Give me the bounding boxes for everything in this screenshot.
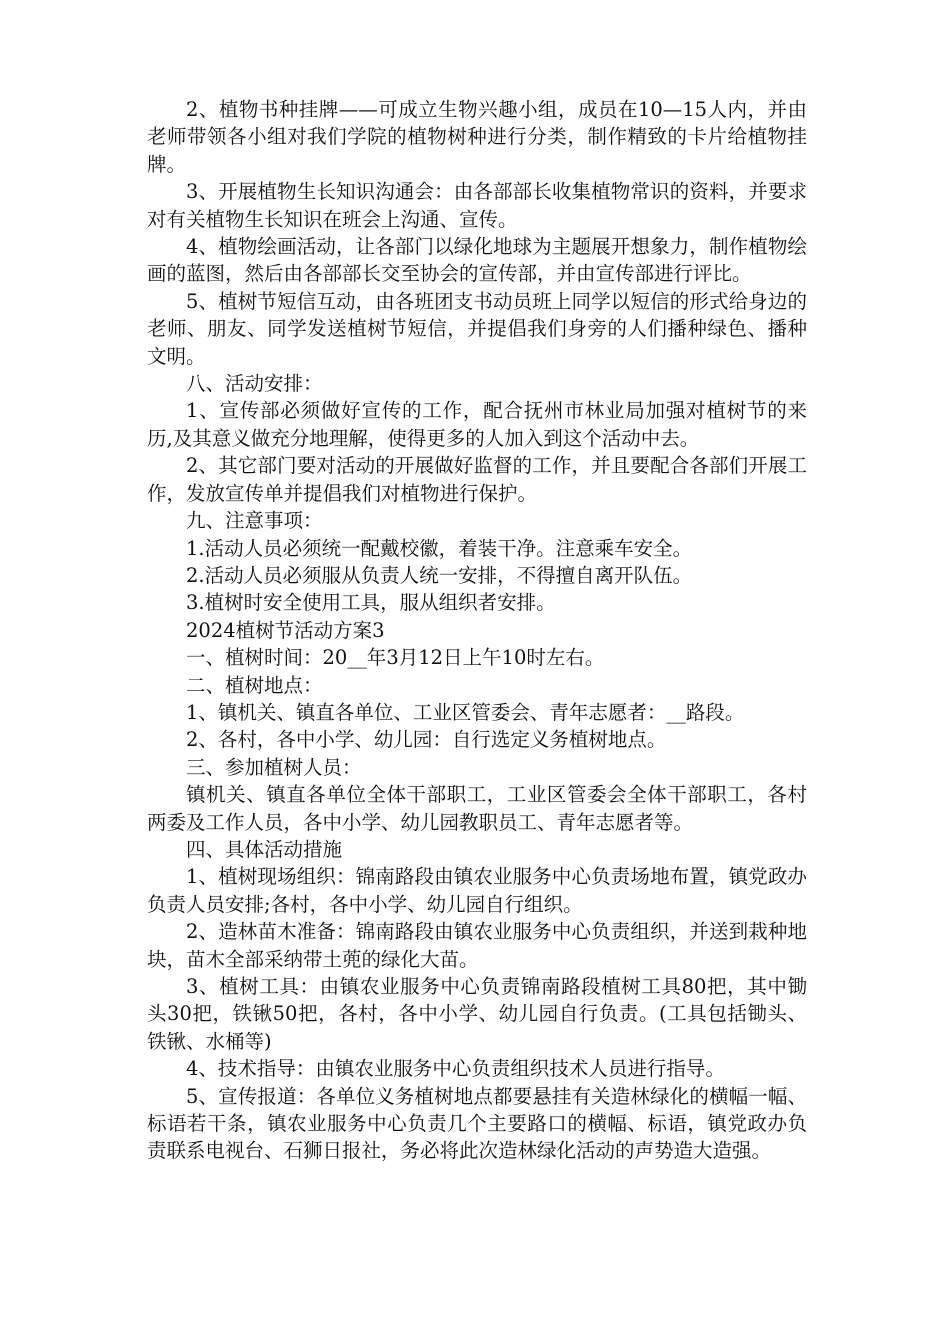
section-heading-notes: 九、注意事项： (186, 509, 323, 533)
paragraph-measure-3: 3、植树工具：由镇农业服务中心负责锦南路段植树工具80把，其中锄头30把，铁锹50把，各村，各中小学、幼儿园自行负责。(工具包括锄头、铁锹、水桶等) (147, 975, 807, 1053)
section-heading-arrangement: 八、活动安排： (186, 372, 323, 396)
paragraph-arrangement-2: 2、其它部门要对活动的开展做好监督的工作，并且要配合各部们开展工作，发放宣传单并提倡我们对植物进行保护。 (147, 454, 807, 505)
document-body (147, 96, 807, 1165)
paragraph-measure-4: 4、技术指导：由镇农业服务中心负责组织技术人员进行指导。 (186, 1057, 725, 1081)
section-heading-participants: 三、参加植树人员： (186, 755, 362, 779)
paragraph-arrangement-1: 1、宣传部必须做好宣传的工作，配合抚州市林业局加强对植树节的来历,及其意义做充分地理解，使得更多的人加入到这个活动中去。 (147, 399, 807, 450)
paragraph-measure-5: 5、宣传报道：各单位义务植树地点都要悬挂有关造林绿化的横幅一幅、标语若干条，镇农业服务中心负责几个主要路口的横幅、标语，镇党政办负责联系电视台、石狮日报社，务必将此次造林绿化活动的声势造大造强。 (147, 1084, 807, 1163)
plan-title: 2024植树节活动方案3 (186, 618, 385, 642)
paragraph-item-3-knowledge-meeting: 3、开展植物生长知识沟通会：由各部部长收集植物常识的资料，并要求对有关植物生长知识在班会上沟通、宣传。 (147, 180, 807, 231)
paragraph-item-4-painting: 4、植物绘画活动，让各部门以绿化地球为主题展开想象力，制作植物绘画的蓝图，然后由各部部长交至协会的宣传部，并由宣传部进行评比。 (147, 235, 807, 286)
paragraph-measure-2: 2、造林苗木准备：锦南路段由镇农业服务中心负责组织，并送到栽种地块，苗木全部采纳带土蔸的绿化大苗。 (147, 920, 807, 971)
paragraph-note-2: 2.活动人员必须服从负责人统一安排，不得擅自离开队伍。 (186, 563, 693, 587)
section-heading-measures: 四、具体活动措施 (186, 837, 343, 861)
paragraph-planting-time: 一、植树时间：20__年3月12日上午10时左右。 (186, 646, 605, 670)
paragraph-location-2: 2、各村，各中小学、幼儿园：自行选定义务植树地点。 (186, 728, 667, 752)
paragraph-item-5-sms: 5、植树节短信互动，由各班团支书动员班上同学以短信的形式给身边的老师、朋友、同学发送植树节短信，并提倡我们身旁的人们播种绿色、播种文明。 (147, 289, 807, 368)
paragraph-measure-1: 1、植树现场组织：锦南路段由镇农业服务中心负责场地布置，镇党政办负责人员安排;各村，各中小学、幼儿园自行组织。 (147, 865, 807, 916)
paragraph-item-2-signage: 2、植物书种挂牌——可成立生物兴趣小组，成员在10—15人内，并由老师带领各小组对我们学院的植物树种进行分类，制作精致的卡片给植物挂牌。 (147, 98, 807, 176)
paragraph-participants: 镇机关、镇直各单位全体干部职工，工业区管委会全体干部职工，各村两委及工作人员，各中小学、幼儿园教职员工、青年志愿者等。 (147, 783, 807, 834)
paragraph-note-3: 3.植树时安全使用工具，服从组织者安排。 (186, 591, 556, 615)
section-heading-location: 二、植树地点： (186, 673, 323, 697)
paragraph-location-1: 1、镇机关、镇直各单位、工业区管委会、青年志愿者：__路段。 (186, 700, 745, 724)
paragraph-note-1: 1.活动人员必须统一配戴校徽，着装干净。注意乘车安全。 (186, 536, 693, 560)
